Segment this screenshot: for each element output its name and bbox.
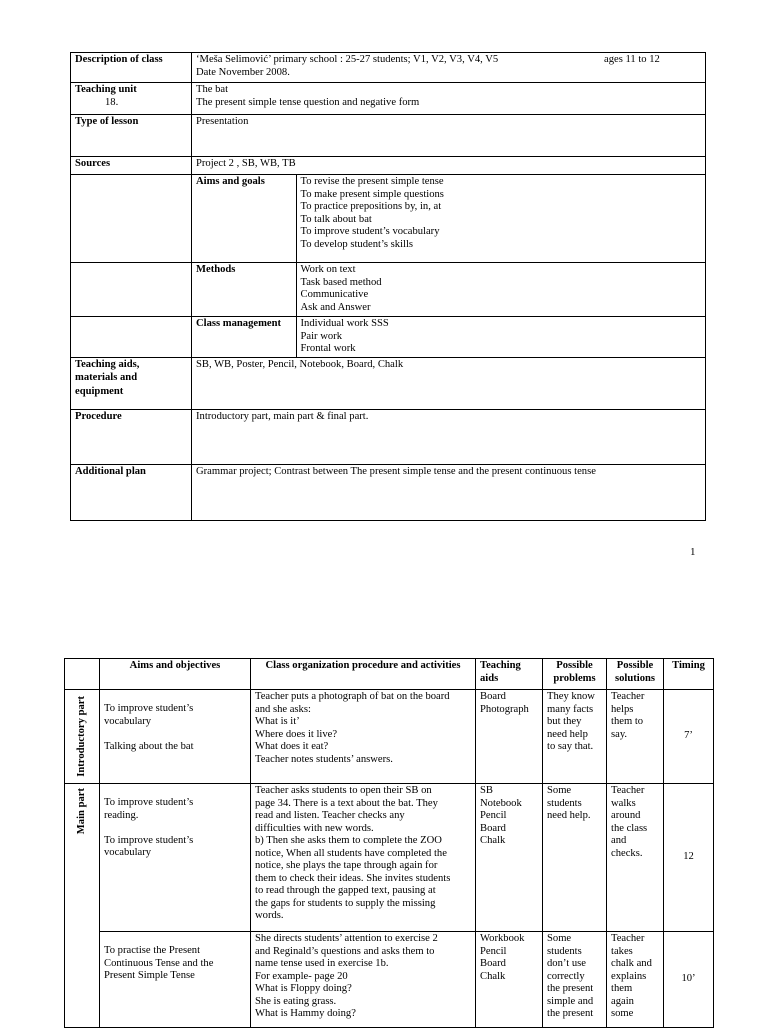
class-management-list xyxy=(296,317,705,357)
row-procedure: Teacher puts a photograph of bat on the board and she asks: What is it’ Where does it live? What does it eat? Teacher notes students’ answers. xyxy=(251,690,476,784)
row-aids: SB Notebook Pencil Board Chalk xyxy=(476,784,543,932)
page-number: 1 xyxy=(690,546,696,558)
aims-item: To improve student’s vocabulary xyxy=(300,226,440,237)
table-row xyxy=(65,784,714,932)
row-solutions: Teacher walks around the class and checks. xyxy=(607,784,664,932)
aims-item: To talk about bat xyxy=(300,213,372,225)
row-procedure: She directs students’ attention to exercise 2 and Reginald’s questions and asks them to name tense used in exercise 1b. For example- page 20 What is Floppy doing? She is eating grass. What is Hammy doing? xyxy=(251,932,476,1028)
row-timing: 10’ xyxy=(664,932,714,1028)
type-of-lesson-label: Type of lesson xyxy=(71,115,192,157)
procedure-value: Introductory part, main part & final part. xyxy=(192,409,706,464)
teaching-unit-title: The bat xyxy=(196,84,229,95)
class-management-item: Frontal work xyxy=(300,343,356,354)
row-aims: To improve student’s reading. To improve student’s vocabulary xyxy=(100,784,251,932)
row-solutions: Teacher takes chalk and explains them again some xyxy=(607,932,664,1028)
row-timing: 12 xyxy=(664,784,714,932)
class-management-row xyxy=(71,317,706,358)
row-aims: To practise the Present Continuous Tense and the Present Simple Tense xyxy=(100,932,251,1028)
teaching-unit-label: Teaching unit xyxy=(75,84,137,95)
teaching-unit-number: 18. xyxy=(105,96,119,108)
header-aims: Aims and objectives xyxy=(100,659,251,690)
lesson-overview-table xyxy=(70,52,706,521)
methods-list xyxy=(296,263,705,316)
description-line1: ‘Meša Selimović’ primary school : 25-27 students; V1, V2, V3, V4, V5 xyxy=(196,54,499,65)
aims-list xyxy=(296,175,705,262)
teaching-aids-row xyxy=(71,357,706,409)
description-row xyxy=(71,53,706,83)
row-aims: To improve student’s vocabulary Talking about the bat xyxy=(100,690,251,784)
procedure-header-row xyxy=(65,659,714,690)
header-aids: Teaching aids xyxy=(476,659,543,690)
teaching-unit-label-cell xyxy=(71,83,192,115)
row-aids: Board Photograph xyxy=(476,690,543,784)
header-timing: Timing xyxy=(664,659,714,690)
methods-row xyxy=(71,263,706,317)
class-management-item: Pair work xyxy=(300,330,342,342)
type-of-lesson-value: Presentation xyxy=(192,115,706,157)
table-row xyxy=(65,932,714,1028)
header-problems: Possible problems xyxy=(543,659,607,690)
description-ages: ages 11 to 12 xyxy=(604,54,660,65)
teaching-unit-subtitle: The present simple tense question and negative form xyxy=(196,96,420,108)
row-timing: 7’ xyxy=(664,690,714,784)
methods-item: Communicative xyxy=(300,289,369,300)
teaching-unit-value xyxy=(192,83,706,115)
methods-item: Work on text xyxy=(300,264,356,275)
additional-plan-row xyxy=(71,464,706,520)
sources-row xyxy=(71,157,706,175)
description-label: Description of class xyxy=(71,53,192,83)
methods-item: Task based method xyxy=(300,276,382,288)
class-management-label: Class management xyxy=(192,317,296,357)
methods-label: Methods xyxy=(192,263,296,316)
aims-item: To practice prepositions by, in, at xyxy=(300,201,442,212)
lesson-procedure-table xyxy=(64,658,714,1028)
procedure-row xyxy=(71,409,706,464)
part-label: Main part xyxy=(75,788,87,835)
description-date: Date November 2008. xyxy=(196,66,290,78)
teaching-aids-label: Teaching aids, materials and equipment xyxy=(71,357,192,409)
teaching-unit-row xyxy=(71,83,706,115)
sources-label: Sources xyxy=(71,157,192,175)
aims-item: To develop student’s skills xyxy=(300,238,414,250)
class-management-item: Individual work SSS xyxy=(300,318,389,329)
row-procedure: Teacher asks students to open their SB on page 34. There is a text about the bat. They read and listen. Teacher checks any difficulties with new words. b) Then she asks them to complete the ZOO notice, When all students have completed the notice, she plays the tape through again for them to check their ideas. She invites students to read through the gapped text, pausing at the gaps for students to supply the missing words. xyxy=(251,784,476,932)
table-row xyxy=(65,690,714,784)
aims-item: To make present simple questions xyxy=(300,188,444,200)
additional-plan-label: Additional plan xyxy=(71,464,192,520)
procedure-label: Procedure xyxy=(71,409,192,464)
description-value xyxy=(192,53,706,83)
row-problems: Some students don’t use correctly the present simple and the present xyxy=(543,932,607,1028)
aims-row xyxy=(71,175,706,263)
header-procedure: Class organization procedure and activities xyxy=(251,659,476,690)
type-of-lesson-row xyxy=(71,115,706,157)
aims-item: To revise the present simple tense xyxy=(300,176,444,187)
part-label: Introductory part xyxy=(75,696,87,777)
additional-plan-value: Grammar project; Contrast between The present simple tense and the present continuous tense xyxy=(192,464,706,520)
header-solutions: Possible solutions xyxy=(607,659,664,690)
row-problems: They know many facts but they need help to say that. xyxy=(543,690,607,784)
sources-value: Project 2 , SB, WB, TB xyxy=(192,157,706,175)
teaching-aids-value: SB, WB, Poster, Pencil, Notebook, Board, Chalk xyxy=(192,357,706,409)
row-solutions: Teacher helps them to say. xyxy=(607,690,664,784)
aims-label: Aims and goals xyxy=(192,175,296,262)
methods-item: Ask and Answer xyxy=(300,301,371,313)
row-problems: Some students need help. xyxy=(543,784,607,932)
row-aids: Workbook Pencil Board Chalk xyxy=(476,932,543,1028)
